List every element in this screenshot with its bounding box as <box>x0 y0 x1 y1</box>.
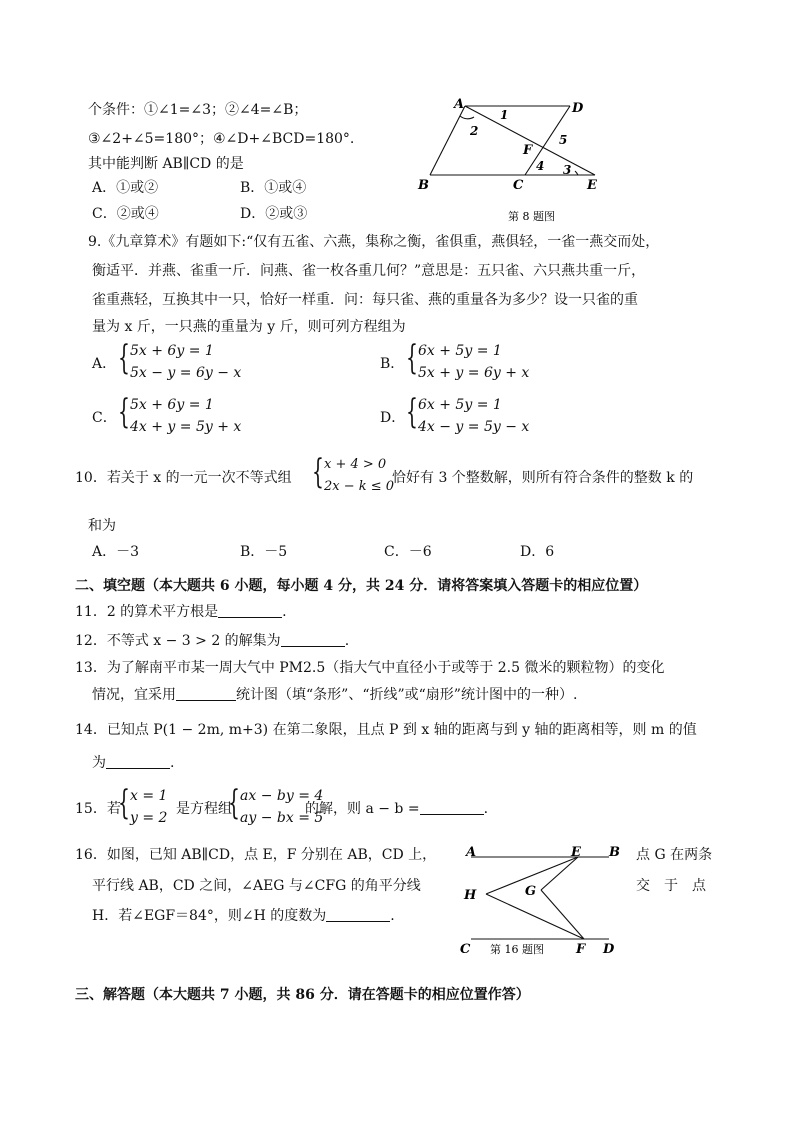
q10-stem-pre: 10．若关于 x 的一元一次不等式组 <box>75 470 292 486</box>
q15-stem-pre: 15．若 <box>75 801 121 817</box>
q11-answer-blank[interactable] <box>218 603 282 618</box>
q8-figure-caption: 第 8 题图 <box>508 210 555 223</box>
q16-label-e: E <box>571 845 581 860</box>
q8-conditions-line1: 个条件：①∠1=∠3；②∠4=∠B； <box>88 102 308 118</box>
q8-label-f: F <box>523 143 533 158</box>
q16-end: . <box>390 908 395 924</box>
q8-label-a: A <box>454 97 465 112</box>
q16-figure <box>456 838 631 963</box>
q16-label-b: B <box>609 845 620 860</box>
q8-label-c: C <box>513 178 524 193</box>
q16-figure-caption: 第 16 题图 <box>490 943 544 956</box>
q8-label-e: E <box>587 178 597 193</box>
q8-option-d: D．②或③ <box>240 206 308 222</box>
q12-answer-blank[interactable] <box>281 632 345 647</box>
q10-option-d: D．6 <box>520 544 555 560</box>
q9-option-b-eq2: 5x + y = 6y + x <box>418 365 530 381</box>
q9-option-c-label: C． <box>92 410 117 426</box>
q13-stem-pre: 情况，宜采用 <box>92 687 176 703</box>
section2-heading: 二、填空题（本大题共 6 小题，每小题 4 分，共 24 分．请将答案填入答题卡的相应位置） <box>75 578 648 594</box>
q9-line3: 雀重燕轻，互换其中一只，恰好一样重．问：每只雀、燕的重量各为多少？设一只雀的重 <box>92 292 638 308</box>
q15-eq1: ax − by = 4 <box>240 788 324 804</box>
q16-label-g: G <box>525 884 537 899</box>
q9-line2: 衡适平．并燕、雀重一斤．问燕、雀一枚各重几何？”意思是：五只雀、六只燕共重一斤， <box>92 263 646 279</box>
q8-option-a: A．①或② <box>92 180 159 196</box>
q15-answer-blank[interactable] <box>420 800 484 815</box>
q8-option-c: C．②或④ <box>92 206 159 222</box>
q10-option-a: A．－3 <box>92 544 140 560</box>
q9-line4: 量为 x 斤，一只燕的重量为 y 斤，则可列方程组为 <box>92 319 406 335</box>
q9-option-a-label: A． <box>92 356 117 372</box>
q15-stem-post: 的解，则 a − b = <box>305 801 420 817</box>
q15-tail <box>305 800 488 818</box>
q10-ineq2: 2x − k ≤ 0 <box>324 479 395 494</box>
section3-heading: 三、解答题（本大题共 7 小题，共 86 分．请在答题卡的相应位置作答） <box>75 987 530 1003</box>
q9-option-a-eq1: 5x + 6y = 1 <box>130 343 214 359</box>
q14-end: . <box>170 755 175 771</box>
q12 <box>75 632 349 650</box>
q14-line1: 14．已知点 P(1 − 2m, m+3) 在第二象限，且点 P 到 x 轴的距离与到 y 轴的距离相等，则 m 的值 <box>75 722 697 738</box>
q13-answer-blank[interactable] <box>176 686 236 701</box>
q16-line2: 平行线 AB，CD 之间，∠AEG 与∠CFG 的角平分线 <box>92 878 421 894</box>
q16-answer-blank[interactable] <box>326 907 390 922</box>
q11-end: . <box>282 604 287 620</box>
q10-option-b: B．－5 <box>240 544 288 560</box>
q16-label-f: F <box>576 942 586 957</box>
q15-y-value: y = 2 <box>130 810 168 826</box>
q16-label-c: C <box>460 942 471 957</box>
q8-label-1: 1 <box>500 108 509 122</box>
q9-option-b-eq1: 6x + 5y = 1 <box>418 343 502 359</box>
q14-answer-blank[interactable] <box>106 754 170 769</box>
q9-option-d-eq2: 4x − y = 5y − x <box>418 419 530 435</box>
q10-stem-post: 恰好有 3 个整数解，则所有符合条件的整数 k 的 <box>392 470 694 486</box>
q16-line3 <box>92 907 395 925</box>
q9-option-d-label: D． <box>380 410 406 426</box>
q12-stem: 12．不等式 x − 3 > 2 的解集为 <box>75 633 281 649</box>
q13-stem-post: 统计图（填“条形”、“折线”或“扇形”统计图中的一种）. <box>236 687 578 703</box>
q8-label-2: 2 <box>470 124 479 138</box>
q9-option-b-label: B． <box>380 356 405 372</box>
q15-stem-mid: 是方程组 <box>176 801 232 817</box>
q10-ineq1: x + 4 > 0 <box>324 457 387 472</box>
q8-option-b: B．①或④ <box>240 180 307 196</box>
q13-line2 <box>92 686 577 704</box>
q8-label-d: D <box>572 101 584 116</box>
q16-stem-pre: H．若∠EGF＝84°，则∠H 的度数为 <box>92 908 327 924</box>
q9-option-c-eq1: 5x + 6y = 1 <box>130 397 214 413</box>
q10-stem-line2: 和为 <box>88 518 116 534</box>
q10-option-c: C．－6 <box>384 544 432 560</box>
q9-line1: 9.《九章算术》有题如下:“仅有五雀、六燕，集称之衡，雀俱重，燕俱轻，一雀一燕交而处， <box>88 234 660 250</box>
q8-question: 其中能判断 AB∥CD 的是 <box>88 156 244 172</box>
q16-line2-right: 交 于 点 <box>636 878 706 894</box>
q15-end: . <box>483 801 489 817</box>
q16-label-a: A <box>466 845 477 860</box>
q9-option-d-eq1: 6x + 5y = 1 <box>418 397 502 413</box>
q11 <box>75 603 287 621</box>
q16-label-d: D <box>603 942 615 957</box>
q8-conditions-line2: ③∠2+∠5=180°；④∠D+∠BCD=180°. <box>88 131 355 147</box>
q14-line2 <box>92 754 174 772</box>
q14-stem-pre: 为 <box>92 755 106 771</box>
q12-end: . <box>344 633 350 649</box>
q8-label-b: B <box>418 178 429 193</box>
q15-eq2: ay − bx = 5 <box>240 810 324 826</box>
q8-label-5: 5 <box>559 133 568 147</box>
q9-option-a-eq2: 5x − y = 6y − x <box>130 365 242 381</box>
q15-x-value: x = 1 <box>130 788 168 804</box>
q11-stem: 11．2 的算术平方根是 <box>75 604 219 620</box>
q8-label-3: 3 <box>563 163 572 177</box>
q9-option-c-eq2: 4x + y = 5y + x <box>130 419 242 435</box>
q16-label-h: H <box>464 888 477 903</box>
q16-line1-right: 点 G 在两条 <box>636 847 713 863</box>
q16-line1: 16．如图，已知 AB∥CD，点 E，F 分别在 AB，CD 上， <box>75 847 437 863</box>
q13-line1: 13．为了解南平市某一周大气中 PM2.5（指大气中直径小于或等于 2.5 微米的颗粒物）的变化 <box>75 660 665 676</box>
q8-figure <box>410 92 615 232</box>
q8-label-4: 4 <box>536 159 545 173</box>
